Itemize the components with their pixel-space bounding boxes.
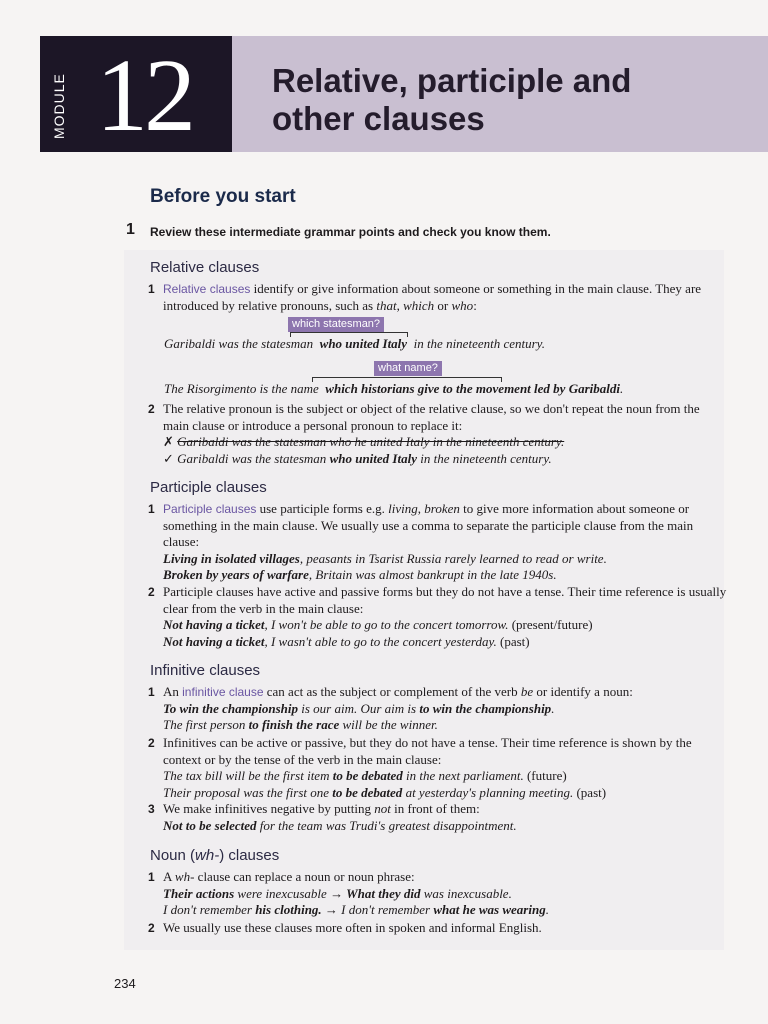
example-noun-phrase: his clothing. [255, 902, 322, 917]
term-relative-clauses: Relative clauses [163, 282, 251, 296]
example-relative-clause: which historians give to the [325, 381, 473, 396]
example-text: were inexcusable [234, 885, 331, 901]
question-tag-which-statesman: which statesman? [288, 317, 384, 332]
exercise-instruction: Review these intermediate grammar points and check you know them. [150, 225, 551, 239]
example-participle-clause: Living in isolated villages [163, 550, 300, 566]
point-number: 2 [148, 921, 155, 935]
separator: . [545, 902, 549, 917]
point-text: We make infinitives negative by putting [163, 801, 375, 816]
time-note: (present/future) [508, 617, 593, 632]
example-infinitive-clause: to be debated [332, 784, 403, 800]
point-text: Infinitives can be active or passive, but they do not have a tense. Their time reference is shown by the context or by the tense of the verb in the main clause: [163, 735, 692, 767]
example-main-clause: Garibaldi was the statesman [177, 450, 327, 466]
pronoun-which: which [403, 297, 435, 313]
point-number: 3 [148, 802, 155, 816]
wrong-sentence: Garibaldi was the statesman who he united Italy in the nineteenth century. [177, 434, 565, 449]
participle-example-4 [163, 634, 728, 651]
point-text: in front of them: [390, 801, 480, 816]
point-text: use participle forms e.g. [256, 501, 389, 516]
arrow-right-icon: → [324, 902, 338, 917]
example-main-clause: , I wasn't able to go to the concert yesterday. [264, 633, 497, 649]
infinitive-example-3 [163, 768, 728, 785]
example-text: The tax bill will be the first item [163, 768, 333, 783]
heading-text: ) clauses [219, 847, 280, 864]
point-text: The relative pronoun is the subject or object of the relative clause, so we don't repeat the noun from the main clause or introduce a personal pronoun to replace it: [163, 401, 700, 433]
point-text: or identify a noun: [533, 684, 633, 699]
example-relative-clause: who united Italy [329, 450, 417, 466]
infinitive-example-2 [163, 717, 728, 734]
point-text: clause can replace a noun or noun phrase: [194, 869, 415, 884]
example-infinitive-clause: Not to be selected [163, 817, 257, 833]
wrong-example [163, 434, 728, 451]
point-text: to give more information about someone or something in the main clause. We usually use a comma to separate the participle clause from the main clause: [163, 501, 694, 549]
point-number: 1 [148, 282, 155, 296]
right-example [163, 451, 728, 468]
relative-clauses-heading: Relative clauses [150, 259, 260, 276]
relative-point-1 [148, 281, 728, 314]
example-text: will be the winner. [339, 717, 438, 732]
module-title [272, 62, 752, 138]
example-text: was inexcusable. [420, 885, 512, 901]
example-text: Their proposal was the first one [163, 784, 333, 800]
module-label: MODULE [51, 73, 67, 139]
word-broken: broken [424, 501, 460, 516]
example-text: The first person [163, 717, 249, 732]
point-number: 2 [148, 585, 155, 599]
point-number: 2 [148, 736, 155, 750]
point-number: 1 [148, 685, 155, 699]
cross-icon: ✗ [163, 434, 174, 449]
word-be: be [520, 684, 534, 699]
question-tag-what-name: what name? [374, 361, 442, 376]
point-number: 1 [148, 870, 155, 884]
example-wh-clause: what he was wearing [433, 902, 546, 917]
example-main-clause: , Britain was almost bankrupt in the late 1940s. [308, 567, 557, 582]
point-text: We usually use these clauses more often in spoken and informal English. [163, 920, 542, 935]
participle-clauses-heading: Participle clauses [150, 479, 267, 496]
point-text: identify or give information about someone or something in the main clause. They are introduced by relative pronouns, such as [163, 281, 702, 313]
example-relative-clause: who united Italy [319, 336, 408, 351]
participle-example-3 [163, 617, 728, 634]
participle-point-1 [148, 501, 728, 584]
before-you-start-heading: Before you start [150, 186, 296, 207]
word-living: living [388, 501, 418, 516]
noun-point-1 [148, 869, 728, 919]
separator: , [417, 501, 425, 516]
noun-clauses-heading [150, 847, 279, 864]
relative-example-1 [164, 336, 545, 352]
example-ending: in the nineteenth century. [413, 336, 545, 351]
example-text: at yesterday's planning meeting. [402, 784, 574, 800]
example-main-clause: , I won't be able to go to the concert tomorrow. [264, 617, 509, 632]
point-text: can act as the subject or complement of the verb [263, 684, 521, 699]
pronoun-that: that [376, 297, 397, 313]
check-icon: ✓ [163, 450, 174, 466]
point-text: An [163, 684, 183, 699]
example-infinitive-clause: to finish the race [248, 717, 340, 732]
infinitive-clauses-heading: Infinitive clauses [150, 662, 261, 679]
example-main-clause: Garibaldi was the statesman [164, 336, 314, 351]
heading-wh: wh- [195, 847, 220, 864]
example-text: is our aim. Our aim is [297, 700, 420, 716]
infinitive-example-4 [163, 785, 728, 802]
example-main-clause: , peasants in Tsarist Russia rarely learned to read or write. [299, 550, 607, 566]
infinitive-point-2 [148, 735, 728, 801]
infinitive-point-1 [148, 684, 728, 734]
example-noun-phrase: Their actions [163, 885, 235, 901]
word-wh: wh- [174, 869, 195, 884]
example-ending: in the nineteenth century. [420, 450, 552, 466]
noun-example-1 [163, 886, 728, 903]
participle-example-2 [163, 567, 728, 584]
time-note: (past) [573, 784, 607, 800]
example-participle-clause: Not having a ticket [163, 633, 265, 649]
example-noun: name [290, 381, 319, 396]
separator: , [396, 297, 404, 313]
participle-point-2 [148, 584, 728, 650]
term-participle-clauses: Participle clauses [163, 502, 257, 516]
relative-example-2 [164, 381, 623, 397]
example-text: for the team was Trudi's greatest disappointment. [256, 817, 517, 833]
infinitive-example-1 [163, 701, 728, 718]
example-infinitive-clause: to be debated [332, 768, 403, 783]
module-title-line2: other clauses [272, 100, 485, 137]
separator: . [551, 700, 555, 716]
point-text: A [163, 869, 175, 884]
separator: : [473, 297, 477, 313]
time-note: (future) [523, 768, 567, 783]
point-number: 1 [148, 502, 155, 516]
pronoun-who: who [451, 297, 474, 313]
page-number: 234 [114, 976, 136, 991]
module-number: 12 [96, 38, 192, 153]
example-wh-clause: What they did [343, 885, 421, 901]
example-main-clause: The Risorgimento is the [164, 381, 288, 396]
separator: . [619, 381, 624, 396]
point-number: 2 [148, 402, 155, 416]
time-note: (past) [496, 633, 530, 649]
arrow-right-icon: → [330, 885, 344, 901]
point-text: Participle clauses have active and passive forms but they do not have a tense. Their time reference is usually clear from the verb in the main clause: [163, 584, 727, 616]
infinitive-example-5 [163, 818, 728, 835]
infinitive-point-3 [148, 801, 728, 834]
exercise-number: 1 [126, 221, 135, 238]
example-participle-clause: Broken by years of warfare [163, 567, 309, 582]
heading-text: Noun ( [150, 847, 196, 864]
module-title-line1: Relative, participle and [272, 62, 632, 99]
example-relative-clause-object: movement led by Garibaldi [475, 381, 620, 396]
example-text: I don't remember [337, 902, 434, 917]
noun-example-2 [163, 902, 728, 919]
example-infinitive-clause: To win the championship [163, 700, 298, 716]
example-participle-clause: Not having a ticket [163, 617, 265, 632]
noun-point-2 [148, 920, 728, 937]
participle-example-1 [163, 551, 728, 568]
word-not: not [374, 801, 391, 816]
example-infinitive-clause: to win the championship [419, 700, 552, 716]
example-text: I don't remember [163, 902, 256, 917]
relative-point-2 [148, 401, 728, 467]
example-text: in the next parliament. [402, 768, 524, 783]
separator: or [434, 297, 452, 313]
term-infinitive-clause: infinitive clause [182, 685, 264, 699]
